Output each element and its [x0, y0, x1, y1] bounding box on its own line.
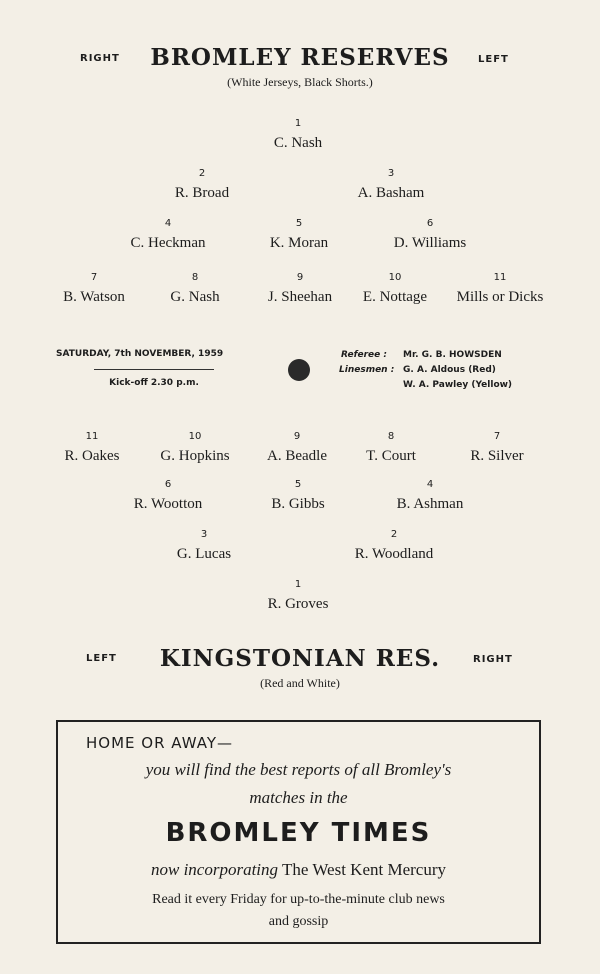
player-number: 7 — [90, 272, 98, 283]
linesmen-label: Linesmen : — [339, 365, 395, 375]
player-number: 11 — [85, 431, 99, 442]
player-number: 4 — [164, 218, 172, 229]
match-date: SATURDAY, 7th NOVEMBER, 1959 — [56, 349, 224, 359]
away-player-7 — [447, 431, 547, 465]
kickoff-time: Kick-off 2.30 p.m. — [109, 378, 199, 388]
referee-label: Referee : — [341, 350, 387, 360]
player-name: K. Moran — [269, 235, 329, 251]
home-player-8 — [145, 272, 245, 306]
player-name: R. Broad — [174, 185, 230, 201]
player-number: 5 — [294, 479, 302, 490]
home-team-colours: (White Jerseys, Black Shorts.) — [227, 75, 373, 89]
referee-name: Mr. G. B. HOWSDEN — [403, 350, 502, 360]
player-name: R. Wootton — [133, 496, 203, 512]
away-player-5 — [248, 479, 348, 513]
advert-read-line-1: Read it every Friday for up-to-the-minute club news — [152, 892, 445, 907]
advert-line-2: you will find the best reports of all Bromley's — [145, 760, 452, 779]
player-name: E. Nottage — [362, 289, 428, 305]
player-number: 6 — [164, 479, 172, 490]
advert-read-line-2: and gossip — [268, 914, 329, 929]
linesman-2: W. A. Pawley (Yellow) — [403, 380, 513, 390]
away-player-10 — [145, 431, 245, 465]
player-name: J. Sheehan — [267, 289, 333, 305]
player-number: 2 — [198, 168, 206, 179]
player-number: 9 — [293, 431, 301, 442]
player-number: 8 — [191, 272, 199, 283]
home-player-11 — [442, 272, 558, 306]
incorporating-name: The West Kent Mercury — [281, 860, 446, 879]
home-player-10 — [345, 272, 445, 306]
home-player-4 — [118, 218, 218, 252]
away-player-1 — [248, 579, 348, 613]
advert-line-3: matches in the — [249, 788, 348, 807]
linesman-1: G. A. Aldous (Red) — [403, 365, 496, 375]
player-name: B. Watson — [63, 289, 125, 305]
player-name: R. Groves — [267, 596, 329, 612]
away-player-6 — [118, 479, 218, 513]
player-name: G. Hopkins — [160, 448, 230, 464]
home-player-5 — [249, 218, 349, 252]
player-number: 6 — [426, 218, 434, 229]
player-number: 8 — [387, 431, 395, 442]
player-name: B. Ashman — [396, 496, 464, 512]
player-number: 2 — [390, 529, 398, 540]
player-number: 3 — [200, 529, 208, 540]
away-team-colours: (Red and White) — [260, 676, 340, 690]
footer-left-label: LEFT — [86, 653, 117, 664]
player-name: G. Lucas — [176, 546, 232, 562]
player-name: G. Nash — [170, 289, 220, 305]
player-name: A. Beadle — [267, 448, 327, 464]
player-number: 1 — [294, 118, 302, 129]
advert-headline: HOME OR AWAY— — [86, 734, 233, 752]
home-player-3 — [341, 168, 441, 202]
player-name: A. Basham — [357, 185, 425, 201]
header-right-label: RIGHT — [80, 53, 120, 64]
away-player-11 — [42, 431, 142, 465]
player-number: 7 — [493, 431, 501, 442]
away-player-3 — [154, 529, 254, 563]
away-player-4 — [380, 479, 480, 513]
player-name: C. Heckman — [130, 235, 206, 251]
player-number: 5 — [295, 218, 303, 229]
player-number: 10 — [188, 431, 202, 442]
player-name: Mills or Dicks — [456, 289, 544, 305]
away-player-2 — [344, 529, 444, 563]
away-team-name: KINGSTONIAN RES. — [159, 645, 441, 672]
home-player-2 — [152, 168, 252, 202]
away-player-8 — [341, 431, 441, 465]
away-player-9 — [247, 431, 347, 465]
player-number: 9 — [296, 272, 304, 283]
home-player-9 — [250, 272, 350, 306]
player-number: 3 — [387, 168, 395, 179]
home-team-name: BROMLEY RESERVES — [150, 44, 450, 71]
player-number: 10 — [388, 272, 402, 283]
home-player-1 — [248, 118, 348, 152]
player-number: 1 — [294, 579, 302, 590]
player-name: D. Williams — [393, 235, 467, 251]
advert-incorporating — [58, 860, 539, 880]
footer-right-label: RIGHT — [473, 654, 513, 665]
advert-box — [56, 720, 541, 944]
header-left-label: LEFT — [478, 54, 509, 65]
home-player-7 — [44, 272, 144, 306]
player-name: T. Court — [366, 448, 416, 464]
player-name: R. Silver — [470, 448, 524, 464]
newspaper-name: BROMLEY TIMES — [165, 818, 432, 848]
player-name: B. Gibbs — [271, 496, 325, 512]
player-name: R. Oakes — [64, 448, 120, 464]
date-underline — [94, 369, 214, 370]
football-icon — [288, 359, 310, 381]
home-player-6 — [380, 218, 480, 252]
player-name: C. Nash — [273, 135, 323, 151]
player-number: 4 — [426, 479, 434, 490]
player-number: 11 — [493, 272, 507, 283]
player-name: R. Woodland — [354, 546, 434, 562]
incorporating-prefix: now incorporating — [150, 860, 279, 879]
